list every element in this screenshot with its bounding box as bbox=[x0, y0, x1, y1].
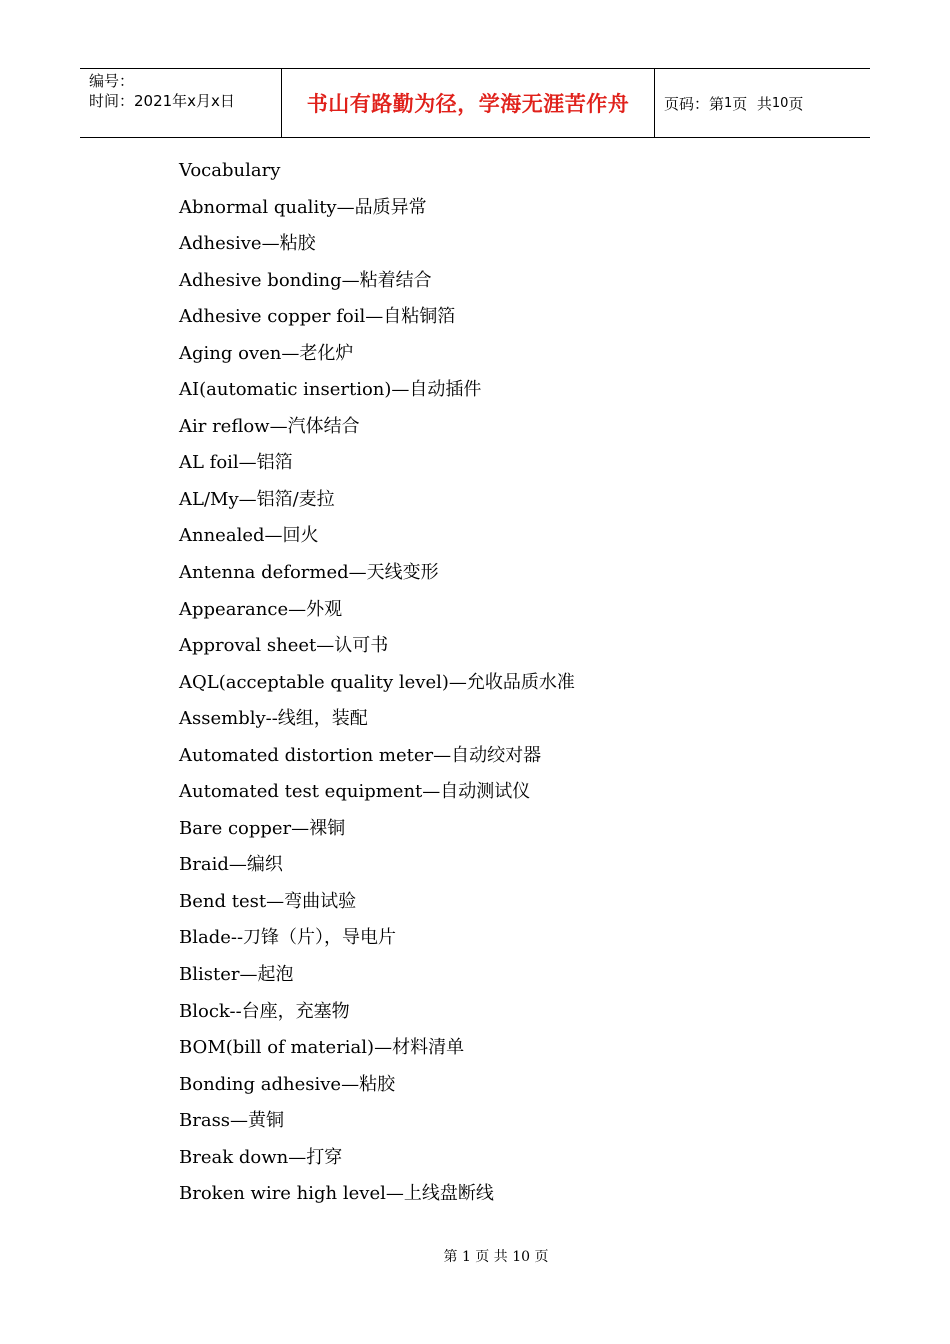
list-item: AL foil—铝箔 bbox=[179, 452, 293, 474]
list-item: Braid—编织 bbox=[179, 854, 283, 876]
page-current: 1 bbox=[724, 95, 733, 111]
list-item: Blister—起泡 bbox=[179, 964, 294, 986]
list-item: Blade--刀锋（片），导电片 bbox=[179, 927, 397, 949]
list-item: Aging oven—老化炉 bbox=[179, 342, 354, 364]
list-item: BOM(bill of material)—材料清单 bbox=[179, 1037, 465, 1059]
list-item: Assembly--线组，装配 bbox=[179, 708, 368, 730]
list-item: Automated test equipment—自动测试仪 bbox=[179, 781, 531, 803]
header-motto: 书山有路勤为径，学海无涯苦作舟 bbox=[282, 69, 655, 137]
list-item: Block--台座，充塞物 bbox=[179, 1000, 350, 1022]
list-item: Air reflow—汽体结合 bbox=[179, 415, 360, 437]
list-item: Bonding adhesive—粘胶 bbox=[179, 1073, 396, 1095]
page-suffix: 页 bbox=[788, 94, 804, 113]
list-item: Automated distortion meter—自动绞对器 bbox=[179, 744, 542, 766]
vocabulary-list bbox=[179, 153, 859, 1213]
list-item: Adhesive copper foil—自粘铜箔 bbox=[179, 306, 456, 328]
list-item: Brass—黄铜 bbox=[179, 1110, 285, 1132]
document-number-label: 编号： bbox=[89, 72, 135, 90]
list-item: Approval sheet—认可书 bbox=[179, 635, 389, 657]
list-heading: Vocabulary bbox=[179, 160, 281, 181]
list-item: Antenna deformed—天线变形 bbox=[179, 562, 439, 584]
list-item: AL/My—铝箔/麦拉 bbox=[179, 488, 335, 510]
list-item: Abnormal quality—品质异常 bbox=[179, 196, 427, 218]
list-item: Adhesive bonding—粘着结合 bbox=[179, 269, 432, 291]
page-header bbox=[80, 68, 870, 138]
list-item: Bare copper—裸铜 bbox=[179, 817, 346, 839]
header-meta bbox=[80, 69, 282, 137]
list-item: Bend test—弯曲试验 bbox=[179, 890, 357, 912]
page-footer: 第 1 页 共 10 页 bbox=[443, 1249, 549, 1265]
list-item: Appearance—外观 bbox=[179, 598, 343, 620]
list-item: AI(automatic insertion)—自动插件 bbox=[179, 379, 482, 401]
list-item: Annealed—回火 bbox=[179, 525, 319, 547]
page-prefix: 页码：第 bbox=[664, 94, 725, 113]
document-date-label: 时间：2021年x月x日 bbox=[89, 92, 235, 110]
list-item: Break down—打穿 bbox=[179, 1146, 343, 1168]
page-mid: 页 共 bbox=[732, 94, 772, 113]
page-total: 10 bbox=[771, 95, 789, 111]
list-item: Adhesive—粘胶 bbox=[179, 233, 316, 255]
list-item: Broken wire high level—上线盘断线 bbox=[179, 1183, 494, 1205]
header-page-info bbox=[655, 69, 870, 137]
list-item: AQL(acceptable quality level)—允收品质水准 bbox=[179, 671, 575, 693]
